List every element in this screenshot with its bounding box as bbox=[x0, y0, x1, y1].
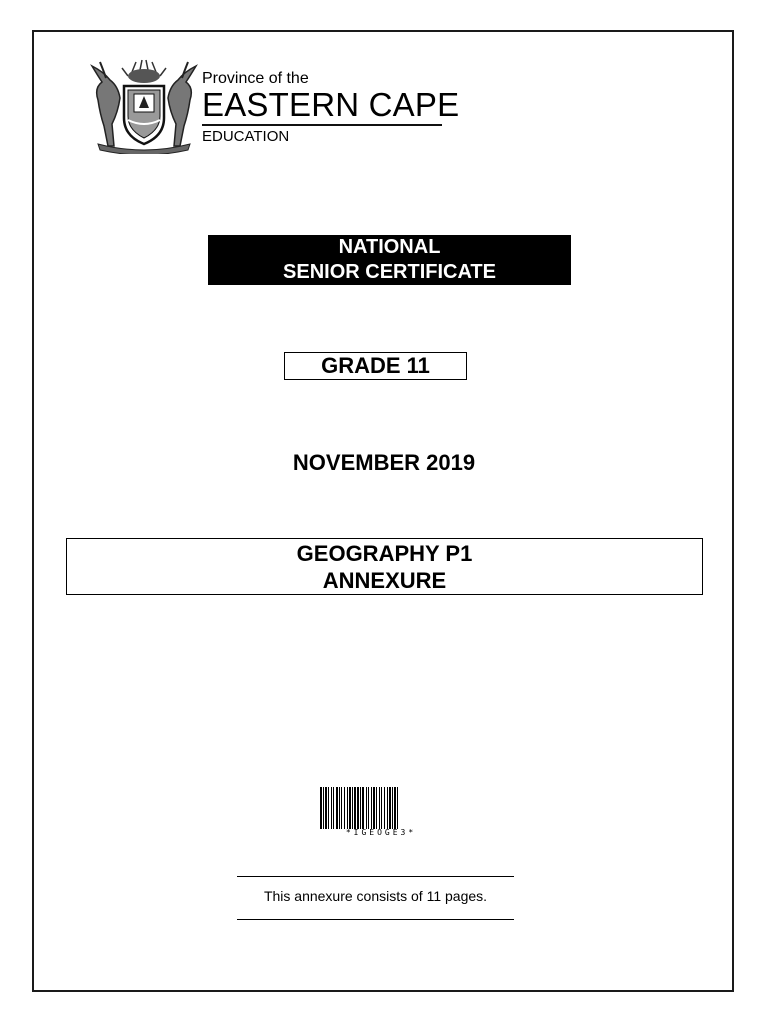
barcode-bar bbox=[352, 787, 353, 829]
barcode-bar bbox=[392, 787, 393, 829]
barcode-bar bbox=[341, 787, 342, 829]
barcode-bar bbox=[349, 787, 351, 829]
banner-line-1: NATIONAL bbox=[338, 236, 441, 258]
barcode-bar bbox=[371, 787, 372, 829]
barcode-bar bbox=[389, 787, 391, 829]
barcode-bar bbox=[368, 787, 369, 829]
logo-education-text: EDUCATION bbox=[202, 128, 290, 145]
barcode-bar bbox=[381, 787, 382, 829]
subject-line-1: GEOGRAPHY P1 bbox=[296, 540, 473, 566]
barcode-bar bbox=[357, 787, 359, 829]
page-count-note: This annexure consists of 11 pages. bbox=[263, 888, 488, 904]
barcode-bar bbox=[347, 787, 348, 829]
logo-divider bbox=[202, 124, 442, 126]
barcode-bar bbox=[339, 787, 340, 829]
subject-title-box bbox=[66, 538, 703, 595]
barcode-bar bbox=[394, 787, 396, 829]
barcode-bar bbox=[397, 787, 398, 829]
barcode-bar bbox=[328, 787, 329, 829]
barcode-bar bbox=[387, 787, 388, 829]
barcode-bar bbox=[366, 787, 367, 829]
barcode-bar bbox=[376, 787, 377, 829]
barcode-bar bbox=[331, 787, 332, 829]
barcode-bar bbox=[323, 787, 324, 829]
barcode-bar bbox=[336, 787, 338, 829]
barcode bbox=[320, 787, 442, 829]
barcode-bar bbox=[362, 787, 364, 829]
banner-line-2: SENIOR CERTIFICATE bbox=[283, 261, 496, 283]
grade-label: GRADE 11 bbox=[284, 352, 467, 380]
barcode-bar bbox=[373, 787, 375, 829]
barcode-bar bbox=[354, 787, 356, 829]
logo-province-text: Province of the bbox=[202, 70, 309, 87]
exam-date: NOVEMBER 2019 bbox=[292, 450, 476, 475]
barcode-bar bbox=[379, 787, 380, 829]
national-senior-certificate-banner bbox=[208, 235, 571, 285]
barcode-text: *IGEOGE3* bbox=[345, 828, 417, 837]
footer-rule-top bbox=[237, 876, 514, 877]
coat-of-arms-icon bbox=[84, 58, 204, 154]
page-border bbox=[32, 30, 734, 992]
barcode-bar bbox=[333, 787, 334, 829]
barcode-bar bbox=[344, 787, 345, 829]
barcode-bar bbox=[384, 787, 385, 829]
barcode-bar bbox=[320, 787, 322, 829]
barcode-bar bbox=[360, 787, 361, 829]
subject-line-2: ANNEXURE bbox=[322, 567, 447, 593]
eastern-cape-education-logo bbox=[84, 58, 460, 158]
barcode-bar bbox=[325, 787, 327, 829]
logo-eastern-cape-text: EASTERN CAPE bbox=[202, 86, 460, 123]
footer-rule-bottom bbox=[237, 919, 514, 920]
